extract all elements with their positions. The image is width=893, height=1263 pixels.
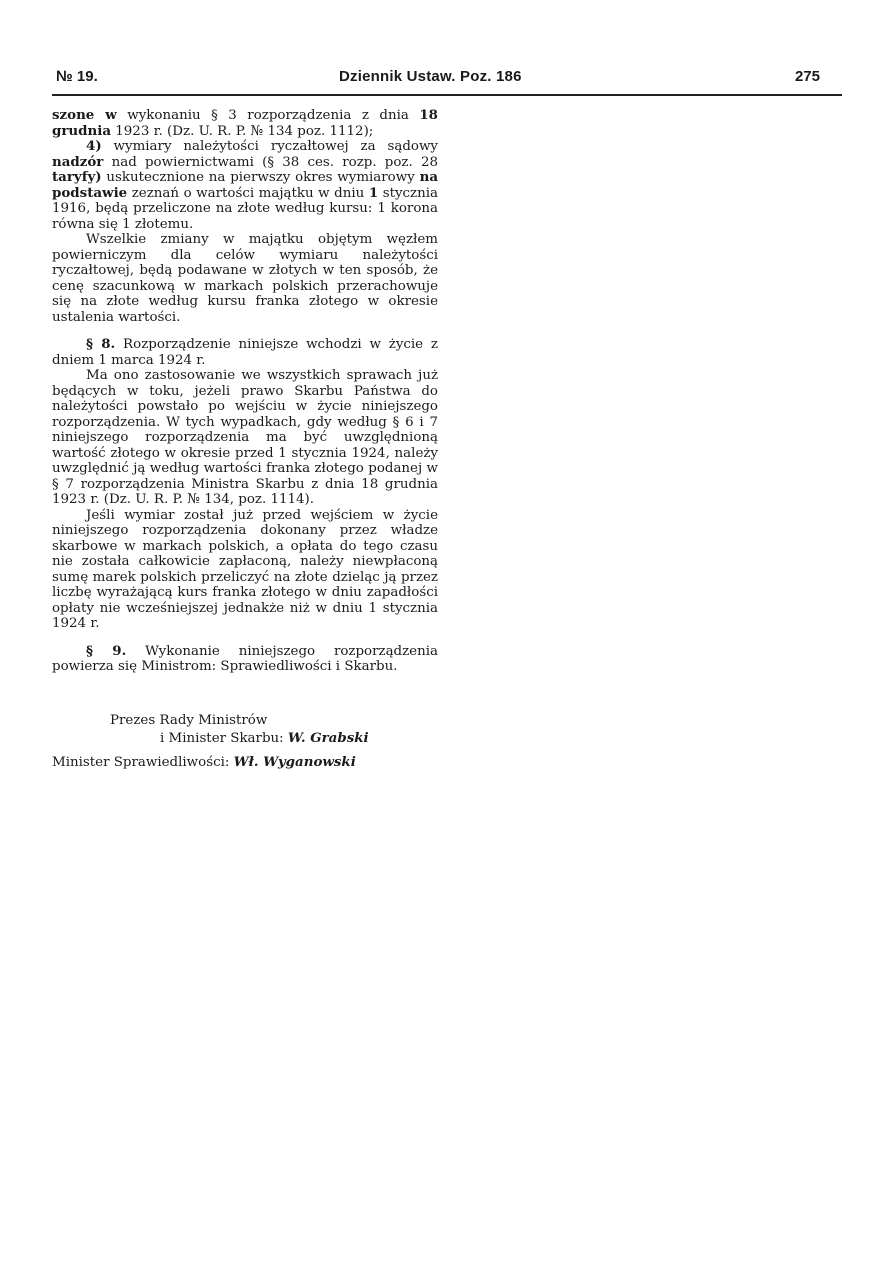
bold-fragment: na podstawie [52, 169, 438, 201]
text-fragment: 1923 r. (Dz. U. R. P. № 134 poz. 1112); [111, 123, 374, 139]
bold-fragment: 18 grudnia [52, 107, 438, 139]
text-column [52, 108, 438, 675]
text-fragment: zeznań o wartości majątku w dniu [127, 185, 369, 201]
section-8 [52, 337, 438, 368]
paragraph-continuation [52, 108, 438, 139]
bold-fragment: 4) [86, 138, 102, 154]
section-8-paragraph-3: Jeśli wymiar został już przed wejściem w życie niniejszego rozporządzenia dokonany przez władze skarbowe w markach polskich, a opłata do tego czasu nie została całkowicie zapłaconą, należy niewpłaconą sumę marek polskich przeliczyć na złote dzieląc ją przez liczbę wyrażającą kurs franka złotego w dniu zapadłości opłaty nie wcześniejszej jednakże niż w dniu 1 stycznia 1924 r. [52, 507, 438, 631]
bold-fragment: szone w [52, 107, 117, 123]
signature-line-3 [52, 755, 356, 771]
text-fragment: i Minister Skarbu: [160, 731, 288, 746]
header-rule [52, 94, 842, 96]
issue-number: № 19. [56, 68, 98, 85]
text-fragment: wymiary należytości ryczałtowej za sądowy [101, 139, 438, 154]
section-9 [52, 644, 438, 675]
paragraph-item-4 [52, 139, 438, 232]
page-header [52, 66, 838, 92]
bold-fragment: taryfy) [52, 169, 102, 185]
text-fragment: uskutecznione na pierwszy okres wymiarowy [101, 170, 420, 185]
section-8-paragraph-2: Ma ono zastosowanie we wszystkich sprawach już będących w toku, jeżeli prawo Skarbu Państwa do należytości powstało po wejściu w życie niniejszego rozporządzenia. W tych wypadkach, gdy według § 6 i 7 niniejszego rozporządzenia ma być uwzględnioną wartość złotego w okresie przed 1 stycznia 1924, należy uwzględnić ją według wartości franka złotego podanej w § 7 rozporządzenia Ministra Skarbu z dnia 18 grudnia 1923 r. (Dz. U. R. P. № 134, poz. 1114). [52, 368, 438, 507]
section-label: § 9. [86, 642, 127, 659]
text-fragment: Wykonanie niniejszego rozporządzenia powierza się Ministrom: Sprawiedliwości i Skarbu. [52, 643, 438, 674]
signatory-name: Wł. Wyganowski [233, 754, 356, 770]
page-number: 275 [794, 68, 820, 85]
signatory-name: W. Grabski [287, 730, 369, 746]
signature-line-2 [160, 731, 369, 747]
bold-fragment: 1 [368, 184, 379, 201]
text-fragment: stycznia 1916, będą przeliczone na złote według kursu: 1 korona równa się 1 złotemu. [52, 185, 438, 232]
signature-line-1: Prezes Rady Ministrów [110, 713, 268, 728]
text-fragment: wykonaniu § 3 rozporządzenia z dnia [116, 108, 420, 123]
section-label: § 8. [86, 336, 116, 352]
paragraph-changes: Wszelkie zmiany w majątku objętym węzłem powierniczym dla celów wymiaru należytości ryczałtowej, będą podawane w złotych w ten sposób, że cenę szacunkową w markach polskich przerachowuje się na złote według kursu franka złotego w okresie ustalenia wartości. [52, 232, 438, 325]
text-fragment: Rozporządzenie niniejsze wchodzi w życie z dniem 1 marca 1924 r. [52, 337, 438, 368]
bold-fragment: nadzór [52, 153, 104, 170]
text-fragment: nad powiernictwami (§ 38 ces. rozp. poz. 28 [103, 154, 438, 170]
journal-title: Dziennik Ustaw. Poz. 186 [339, 68, 522, 85]
text-fragment: Minister Sprawiedliwości: [52, 755, 234, 770]
